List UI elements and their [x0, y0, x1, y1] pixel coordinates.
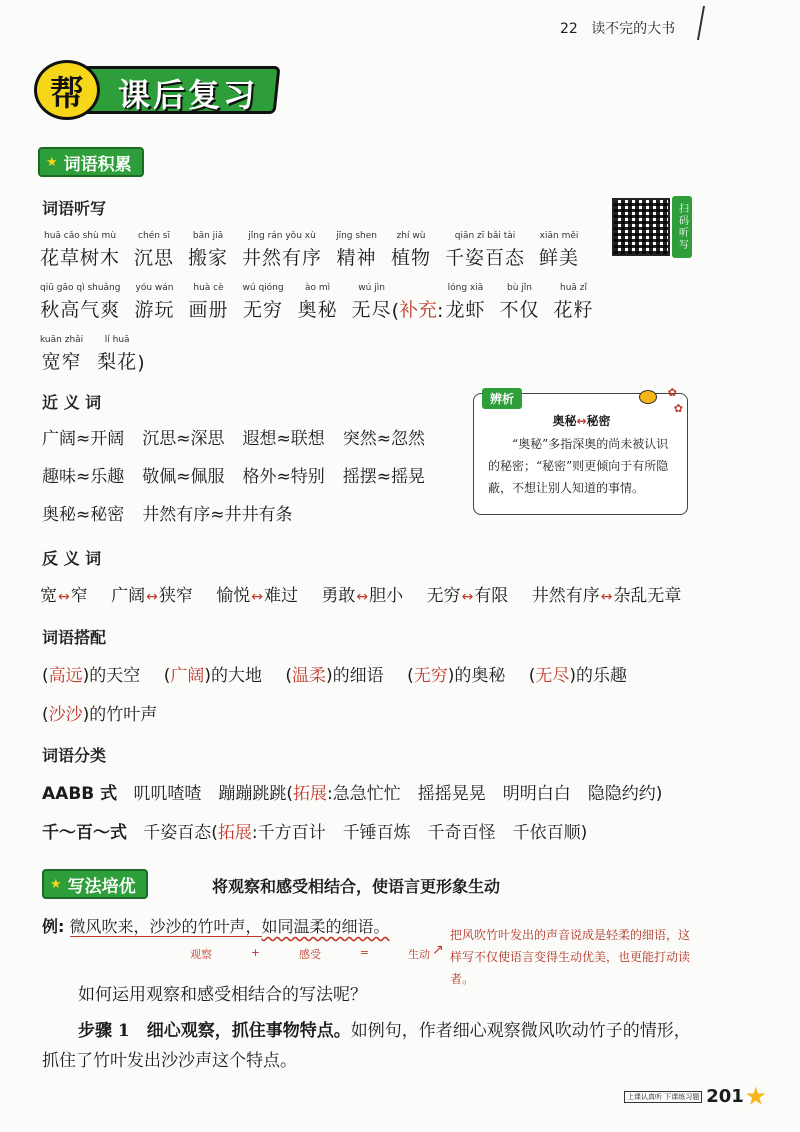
- qr-code-icon[interactable]: [612, 198, 670, 256]
- pinyin: huà cè: [193, 283, 224, 293]
- pinyin: huā zǐ: [559, 283, 587, 293]
- collocation-item: (无尽)的乐趣: [528, 666, 628, 686]
- antonym-word: 有限: [474, 586, 509, 606]
- collocation-item: (广阔)的大地: [163, 666, 262, 686]
- vocab-word: [352, 282, 392, 322]
- vocab-word: [539, 230, 579, 270]
- step-paragraph: [42, 1016, 702, 1076]
- synonym-pair: 遐想≈联想: [242, 429, 325, 449]
- antonym-word: 井然有序: [531, 586, 600, 606]
- formula-term: 生动: [408, 948, 430, 961]
- double-arrow-icon: ↔: [576, 414, 587, 428]
- hanzi: 井然有序: [242, 247, 323, 269]
- synonym-pair: 奥秘≈秘密: [42, 505, 125, 525]
- pinyin: wú qióng: [242, 283, 284, 293]
- antonym-pair: [111, 586, 193, 606]
- antonym-word: 胆小: [369, 586, 404, 606]
- antonym-pair: [532, 586, 682, 606]
- vocab-word: [445, 230, 525, 270]
- synonym-pair: 广阔≈开阔: [42, 429, 125, 449]
- hanzi: 沉思: [134, 247, 175, 269]
- vocab-word: [298, 282, 338, 322]
- collocation-item: (无穷)的奥秘: [407, 666, 506, 686]
- collocation-fill: 无穷: [413, 666, 448, 686]
- analysis-title: [488, 412, 675, 429]
- synonym-pair: 井然有序≈井井有条: [142, 505, 293, 525]
- vocab-word: [243, 282, 284, 322]
- collocation-item: (高远)的天空: [42, 666, 141, 686]
- collocation-fill: 广阔: [170, 666, 205, 686]
- hanzi: 梨花: [97, 351, 138, 373]
- pinyin: kuān zhǎi: [40, 335, 84, 345]
- hanzi: 龙虾: [445, 299, 486, 321]
- aabb-items: 叽叽喳喳 蹦蹦跳跳: [133, 784, 287, 804]
- hanzi: 奥秘: [297, 299, 338, 321]
- vocab-word: [242, 230, 322, 270]
- synonym-line: [42, 462, 443, 487]
- antonym-word: 勇敢: [321, 586, 356, 606]
- collocation-line: [42, 661, 627, 686]
- pinyin: jǐng rán yǒu xù: [248, 231, 316, 241]
- formula-op: =: [359, 946, 370, 959]
- lesson-number: 22: [560, 21, 578, 37]
- hanzi: 游玩: [134, 299, 175, 321]
- collocation-fill: 无尽: [535, 666, 570, 686]
- antonym-word: 无穷: [426, 586, 461, 606]
- collocation-fill: 高远: [48, 666, 83, 686]
- hanzi: 精神: [336, 247, 377, 269]
- hanzi: 鲜美: [539, 247, 580, 269]
- dictation-heading: 词语听写: [42, 199, 107, 218]
- vocab-word: [134, 282, 174, 322]
- double-arrow-icon: ↔: [461, 589, 474, 605]
- analysis-note: [473, 386, 688, 515]
- synonym-pair: 趣味≈乐趣: [42, 467, 125, 487]
- vocab-word: [40, 334, 83, 374]
- antonym-pair: [40, 586, 88, 606]
- synonym-pair: 突然≈忽然: [342, 429, 425, 449]
- page-number: 201: [706, 1086, 744, 1107]
- pinyin: ào mì: [305, 283, 331, 293]
- pinyin: yóu wán: [135, 283, 174, 293]
- writing-title: 将观察和感受相结合，使语言更形象生动: [212, 877, 501, 896]
- antonym-pair: [321, 586, 403, 606]
- antonym-word: 杂乱无章: [613, 586, 682, 606]
- vocab-section-label: 词语积累: [63, 154, 132, 175]
- antonym-word: 广阔: [111, 586, 146, 606]
- lesson-title: 读不完的大书: [591, 21, 676, 37]
- synonym-line: [42, 500, 311, 525]
- qr-label: 扫码听写: [672, 196, 692, 258]
- example-feel: 如同温柔的细语。: [261, 917, 390, 936]
- extension-label: 拓展: [293, 784, 328, 804]
- hanzi: 千姿百态: [445, 247, 526, 269]
- pinyin: zhí wù: [396, 231, 426, 241]
- pinyin: bù jǐn: [506, 283, 532, 293]
- vocab-word: [445, 282, 485, 322]
- double-arrow-icon: ↔: [600, 589, 613, 605]
- qb-extension: :千方百计 千锤百炼 千奇百怪 千依百顺): [251, 823, 588, 843]
- classify-aabb-line: AABB 式 叽叽喳喳 蹦蹦跳跳(拓展:急急忙忙 摇摇晃晃 明明白白 隐隐约约): [42, 784, 663, 804]
- synonym-pair: 摇摆≈摇晃: [342, 467, 425, 487]
- collocation-heading: 词语搭配: [42, 628, 107, 647]
- example-label: 例:: [42, 917, 65, 936]
- hanzi: 花草树木: [40, 247, 121, 269]
- vocab-word: [97, 334, 137, 374]
- collocation-rest: 的大地: [210, 666, 262, 686]
- formula: [190, 946, 430, 962]
- star-icon: ★: [50, 876, 62, 892]
- vocab-word: [134, 230, 174, 270]
- vocab-word: [391, 230, 431, 270]
- pinyin: lóng xiā: [447, 283, 484, 293]
- double-arrow-icon: ↔: [356, 589, 369, 605]
- arrow-icon: ↗: [432, 942, 444, 958]
- synonyms-heading: 近 义 词: [42, 393, 102, 412]
- vocab-section-tag: [38, 147, 144, 177]
- writing-section-tag: [42, 869, 148, 899]
- vocab-word: [188, 230, 228, 270]
- pinyin: huā cǎo shù mù: [43, 231, 117, 241]
- hanzi: 不仅: [499, 299, 540, 321]
- collocation-item: (沙沙)的竹叶声: [42, 705, 158, 725]
- banner-badge: 帮: [34, 60, 100, 120]
- banner-title: 课后复习: [118, 76, 259, 114]
- collocation-rest: 的乐趣: [576, 666, 628, 686]
- close-paren: ): [137, 352, 145, 374]
- hanzi: 花籽: [553, 299, 594, 321]
- vocab-word: [336, 230, 377, 270]
- review-banner: [34, 62, 280, 118]
- open-paren: (: [391, 300, 400, 322]
- pinyin: jīng shen: [336, 231, 377, 241]
- star-icon: ★: [46, 154, 58, 170]
- header-divider: [697, 6, 705, 40]
- pinyin: chén sī: [138, 231, 170, 241]
- hanzi: 画册: [188, 299, 229, 321]
- collocation-item: (温柔)的细语: [285, 666, 384, 686]
- dictation-row-1: [40, 230, 593, 270]
- footer-slogan: 上课认真听 下课练习题: [624, 1091, 702, 1103]
- question: 如何运用观察和感受相结合的写法呢？: [78, 985, 367, 1005]
- collocation-line: [42, 700, 175, 725]
- collocation-rest: 的天空: [89, 666, 141, 686]
- qb-items: 千姿百态: [143, 823, 212, 843]
- analysis-tag: 辨析: [482, 388, 522, 409]
- hanzi: 宽窄: [41, 351, 82, 373]
- antonym-word: 窄: [70, 586, 88, 606]
- double-arrow-icon: ↔: [58, 589, 70, 605]
- writing-section-label: 写法培优: [67, 876, 136, 897]
- step-text: 如例句，作者细心观察微风吹动竹子的情形，抓住了竹叶发出沙沙声这个特点。: [42, 1021, 691, 1071]
- example-observe: 微风吹来，沙沙的竹叶声，: [69, 917, 262, 936]
- collocation-fill: 温柔: [292, 666, 327, 686]
- synonym-pair: 敬佩≈佩服: [142, 467, 225, 487]
- collocation-rest: 的竹叶声: [89, 705, 158, 725]
- hanzi: 植物: [390, 247, 431, 269]
- collocation-rest: 的细语: [332, 666, 384, 686]
- star-icon: [746, 1087, 766, 1107]
- page-footer: [624, 1086, 766, 1107]
- collocation-fill: 沙沙: [48, 705, 83, 725]
- vocab-word: [40, 230, 120, 270]
- dictation-row-2: [40, 282, 608, 322]
- antonym-word: 难过: [264, 586, 299, 606]
- double-arrow-icon: ↔: [146, 589, 158, 605]
- pinyin: xiān měi: [539, 231, 579, 241]
- pinyin: qiū gāo qì shuǎng: [40, 283, 121, 293]
- step-label: 步骤 1 细心观察，抓住事物特点。: [78, 1021, 351, 1041]
- supplement-label: 补充: [399, 299, 438, 321]
- bee-icon: [639, 390, 657, 404]
- analysis-word: 奥秘: [552, 414, 577, 428]
- synonym-pair: 沉思≈深思: [142, 429, 225, 449]
- qb-label: 千～百～式: [42, 823, 127, 843]
- vocab-word: [189, 282, 229, 322]
- vocab-word: [553, 282, 593, 322]
- hanzi: 秋高气爽: [40, 299, 121, 321]
- double-arrow-icon: ↔: [251, 589, 264, 605]
- hanzi: 无尽: [351, 299, 392, 321]
- antonym-pair: [427, 586, 509, 606]
- pinyin: bān jiā: [192, 231, 224, 241]
- flower-icon: ✿: [673, 402, 683, 415]
- aabb-label: AABB 式: [42, 784, 118, 804]
- antonym-word: 愉悦: [216, 586, 251, 606]
- synonym-pair: 格外≈特别: [242, 467, 325, 487]
- side-note: 把风吹竹叶发出的声音说成是轻柔的细语，这样写不仅使语言变得生动优美，也更能打动读者。: [450, 928, 691, 986]
- vocab-word: [499, 282, 539, 322]
- antonym-word: 狭窄: [158, 586, 193, 606]
- vocab-word: [40, 282, 120, 322]
- extension-label: 拓展: [217, 823, 252, 843]
- hanzi: 搬家: [188, 247, 229, 269]
- pinyin: lí huā: [104, 335, 130, 345]
- formula-term: 感受: [299, 948, 321, 961]
- aabb-extension: :急急忙忙 摇摇晃晃 明明白白 隐隐约约): [327, 784, 663, 804]
- formula-term: 观察: [190, 948, 212, 961]
- antonyms-heading: 反 义 词: [42, 549, 102, 568]
- antonym-word: 宽: [40, 586, 57, 606]
- pinyin: wú jìn: [358, 283, 385, 293]
- antonym-pair: [216, 586, 298, 606]
- hanzi: 无穷: [243, 299, 284, 321]
- synonym-line: [42, 424, 443, 449]
- running-header: [560, 18, 675, 38]
- analysis-body: “奥秘”多指深奥的尚未被认识的秘密；“秘密”则更倾向于有所隐蔽，不想让别人知道的事情。: [488, 437, 669, 495]
- dictation-row-3: [40, 334, 145, 374]
- pinyin: qiān zī bǎi tài: [454, 231, 516, 241]
- example-sentence: [42, 914, 390, 937]
- flower-icon: ✿: [667, 386, 677, 399]
- colon: :: [437, 300, 444, 322]
- collocation-rest: 的奥秘: [454, 666, 506, 686]
- antonym-line: [40, 581, 681, 606]
- classify-heading: 词语分类: [42, 746, 107, 765]
- analysis-word: 秘密: [586, 414, 611, 428]
- formula-op: +: [250, 946, 261, 959]
- classify-qb-line: 千～百～式 千姿百态(拓展:千方百计 千锤百炼 千奇百怪 千依百顺): [42, 823, 588, 843]
